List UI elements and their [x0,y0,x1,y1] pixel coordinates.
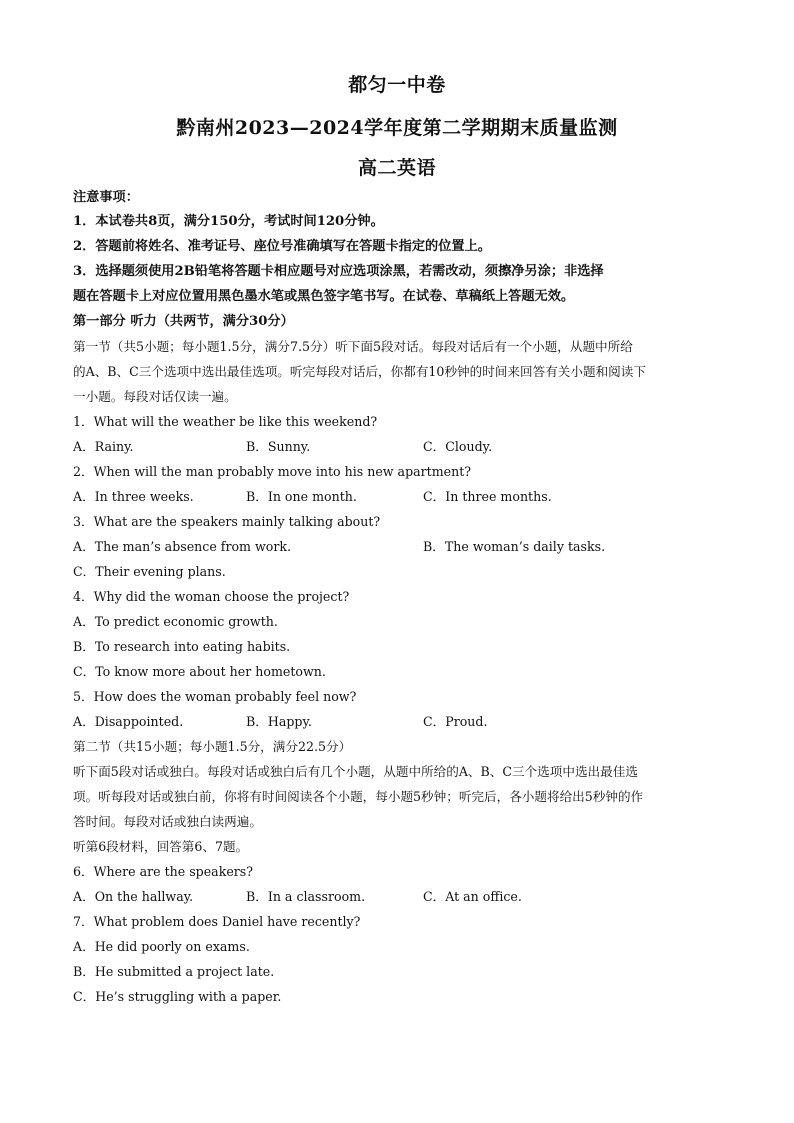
material-6-prompt: 听第6段材料，回答第6、7题。 [73,839,249,854]
q2-option-c: C．In three months. [423,489,552,504]
subject-title: 高二英语 [357,157,436,179]
q2-option-b: B．In one month. [246,489,357,504]
notes-heading: 注意事项： [73,190,139,205]
note-3-cont: 题在答题卡上对应位置用黑色墨水笔或黑色签字笔书写。在试卷、草稿纸上答题无效。 [73,289,575,304]
q1-option-c: C．Cloudy. [423,439,493,454]
school-title: 都匀一中卷 [348,74,446,96]
q1-option-b: B．Sunny. [246,439,311,454]
section1-instructions-2: 的A、B、C三个选项中选出最佳选项。听完每段对话后，你都有10秒钟的时间来回答有关小题和阅读下 [73,364,646,379]
question-3: 3．What are the speakers mainly talking about? [73,514,381,529]
question-7: 7．What problem does Daniel have recently? [73,914,361,929]
q4-option-a: A．To predict economic growth. [73,614,278,629]
section1-instructions: 第一节（共5小题；每小题1.5分，满分7.5分）听下面5段对话。每段对话后有一个小题，从题中所给 [73,339,633,354]
q4-option-b: B．To research into eating habits. [73,639,291,654]
q6-option-a: A．On the hallway. [73,889,194,904]
note-3: 3．选择题须使用2B铅笔将答题卡相应题号对应选项涂黑，若需改动，须擦净另涂；非选择 [73,264,604,279]
q7-option-b: B．He submitted a project late. [73,964,275,979]
question-4: 4．Why did the woman choose the project? [73,589,350,604]
q7-option-a: A．He did poorly on exams. [73,939,250,954]
q5-option-a: A．Disappointed. [73,714,184,729]
part1-heading: 第一部分 听力（共两节，满分30分） [73,314,294,329]
q3-option-a: A．The man’s absence from work. [73,539,292,554]
section2-heading: 第二节（共15小题；每小题1.5分，满分22.5分） [73,739,352,754]
question-6: 6．Where are the speakers? [73,864,254,879]
note-1: 1．本试卷共8页，满分150分，考试时间120分钟。 [73,214,384,229]
exam-title: 黔南州2023—2024学年度第二学期期末质量监测 [176,117,618,139]
section2-instructions: 听下面5段对话或独白。每段对话或独白后有几个小题，从题中所给的A、B、C三个选项中选出最佳选 [73,764,638,779]
section1-instructions-3: 一小题。每段对话仅读一遍。 [73,389,237,404]
q3-option-c: C．Their evening plans. [73,564,226,579]
q2-option-a: A．In three weeks. [73,489,194,504]
q3-option-b: B．The woman’s daily tasks. [423,539,606,554]
q1-option-a: A．Rainy. [73,439,134,454]
section2-instructions-2: 项。听每段对话或独白前，你将有时间阅读各个小题，每小题5秒钟；听完后，各小题将给出5秒钟的作 [73,789,644,804]
q4-option-c: C．To know more about her hometown. [73,664,326,679]
q5-option-b: B．Happy. [246,714,312,729]
q6-option-b: B．In a classroom. [246,889,366,904]
question-1: 1．What will the weather be like this weekend? [73,414,378,429]
question-5: 5．How does the woman probably feel now? [73,689,357,704]
q6-option-c: C．At an office. [423,889,522,904]
q5-option-c: C．Proud. [423,714,488,729]
question-2: 2．When will the man probably move into his new apartment? [73,464,472,479]
note-2: 2．答题前将姓名、准考证号、座位号准确填写在答题卡指定的位置上。 [73,239,491,254]
section2-instructions-3: 答时间。每段对话或独白读两遍。 [73,814,262,829]
q7-option-c: C．He’s struggling with a paper. [73,989,282,1004]
